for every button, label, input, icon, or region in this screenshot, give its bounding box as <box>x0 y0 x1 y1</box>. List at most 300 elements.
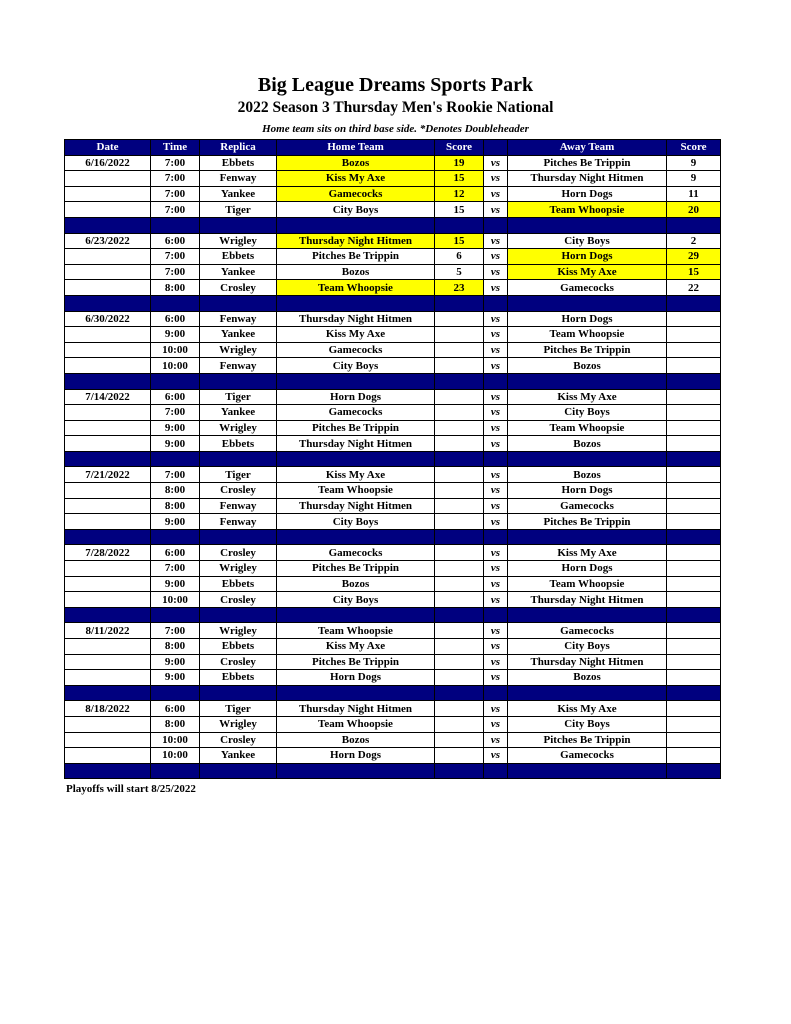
separator-cell <box>667 529 721 545</box>
home-team-cell: Horn Dogs <box>277 389 435 405</box>
date-cell <box>65 732 151 748</box>
separator-cell <box>508 295 667 311</box>
away-score-cell <box>667 545 721 561</box>
time-cell: 7:00 <box>151 561 200 577</box>
away-team-cell: Team Whoopsie <box>508 420 667 436</box>
table-row <box>65 732 721 748</box>
separator-cell <box>435 373 484 389</box>
away-score-cell <box>667 639 721 655</box>
week-separator-row <box>65 685 721 701</box>
separator-cell <box>151 217 200 233</box>
table-row <box>65 280 721 296</box>
vs-label: vs <box>484 405 508 421</box>
week-separator-row <box>65 763 721 779</box>
separator-cell <box>484 451 508 467</box>
replica-cell: Wrigley <box>200 623 277 639</box>
away-team-cell: Pitches Be Trippin <box>508 732 667 748</box>
vs-label: vs <box>484 701 508 717</box>
time-cell: 9:00 <box>151 514 200 530</box>
time-cell: 8:00 <box>151 716 200 732</box>
vs-label: vs <box>484 498 508 514</box>
replica-cell: Wrigley <box>200 716 277 732</box>
separator-cell <box>484 295 508 311</box>
vs-label: vs <box>484 732 508 748</box>
away-team-cell: City Boys <box>508 716 667 732</box>
date-cell <box>65 561 151 577</box>
col-header-date: Date <box>65 140 151 156</box>
separator-cell <box>65 295 151 311</box>
vs-label: vs <box>484 561 508 577</box>
table-row <box>65 155 721 171</box>
home-score-cell: 5 <box>435 264 484 280</box>
vs-label: vs <box>484 623 508 639</box>
separator-cell <box>151 607 200 623</box>
table-row <box>65 436 721 452</box>
separator-cell <box>435 451 484 467</box>
vs-label: vs <box>484 716 508 732</box>
home-score-cell: 23 <box>435 280 484 296</box>
separator-cell <box>435 295 484 311</box>
separator-cell <box>667 373 721 389</box>
date-cell <box>65 405 151 421</box>
date-cell <box>65 280 151 296</box>
separator-cell <box>200 451 277 467</box>
home-score-cell <box>435 342 484 358</box>
replica-cell: Ebbets <box>200 639 277 655</box>
table-row <box>65 311 721 327</box>
home-team-cell: Thursday Night Hitmen <box>277 311 435 327</box>
date-cell: 6/30/2022 <box>65 311 151 327</box>
separator-cell <box>508 373 667 389</box>
away-team-cell: Gamecocks <box>508 280 667 296</box>
col-header-time: Time <box>151 140 200 156</box>
home-team-cell: Thursday Night Hitmen <box>277 233 435 249</box>
table-row <box>65 701 721 717</box>
time-cell: 7:00 <box>151 249 200 265</box>
separator-cell <box>200 529 277 545</box>
table-row <box>65 654 721 670</box>
home-score-cell: 19 <box>435 155 484 171</box>
table-row <box>65 623 721 639</box>
table-row <box>65 171 721 187</box>
replica-cell: Yankee <box>200 405 277 421</box>
time-cell: 9:00 <box>151 654 200 670</box>
date-cell <box>65 514 151 530</box>
table-row <box>65 389 721 405</box>
away-team-cell: City Boys <box>508 233 667 249</box>
vs-label: vs <box>484 233 508 249</box>
away-team-cell: Team Whoopsie <box>508 202 667 218</box>
time-cell: 7:00 <box>151 623 200 639</box>
date-cell <box>65 639 151 655</box>
table-row <box>65 186 721 202</box>
week-separator-row <box>65 607 721 623</box>
table-row <box>65 467 721 483</box>
replica-cell: Tiger <box>200 467 277 483</box>
vs-label: vs <box>484 670 508 686</box>
home-score-cell: 6 <box>435 249 484 265</box>
col-header-home-team: Home Team <box>277 140 435 156</box>
home-score-cell <box>435 436 484 452</box>
home-score-cell: 15 <box>435 233 484 249</box>
home-team-cell: Pitches Be Trippin <box>277 561 435 577</box>
time-cell: 7:00 <box>151 467 200 483</box>
date-cell <box>65 576 151 592</box>
away-score-cell <box>667 576 721 592</box>
home-team-cell: Bozos <box>277 576 435 592</box>
home-score-cell <box>435 327 484 343</box>
separator-cell <box>435 607 484 623</box>
separator-cell <box>435 529 484 545</box>
home-team-cell: City Boys <box>277 514 435 530</box>
away-team-cell: City Boys <box>508 639 667 655</box>
table-row <box>65 716 721 732</box>
table-row <box>65 670 721 686</box>
replica-cell: Tiger <box>200 701 277 717</box>
separator-cell <box>508 685 667 701</box>
col-header-away-score: Score <box>667 140 721 156</box>
away-score-cell <box>667 732 721 748</box>
home-score-cell <box>435 592 484 608</box>
table-row <box>65 498 721 514</box>
separator-cell <box>200 295 277 311</box>
replica-cell: Crosley <box>200 280 277 296</box>
date-cell <box>65 498 151 514</box>
away-team-cell: Pitches Be Trippin <box>508 342 667 358</box>
replica-cell: Fenway <box>200 171 277 187</box>
replica-cell: Wrigley <box>200 561 277 577</box>
home-score-cell <box>435 732 484 748</box>
away-score-cell <box>667 716 721 732</box>
separator-cell <box>508 451 667 467</box>
away-team-cell: Thursday Night Hitmen <box>508 171 667 187</box>
date-cell <box>65 342 151 358</box>
home-team-cell: Pitches Be Trippin <box>277 654 435 670</box>
away-team-cell: Horn Dogs <box>508 311 667 327</box>
away-team-cell: Kiss My Axe <box>508 389 667 405</box>
col-header-vs <box>484 140 508 156</box>
replica-cell: Fenway <box>200 358 277 374</box>
away-team-cell: Kiss My Axe <box>508 264 667 280</box>
home-score-cell <box>435 670 484 686</box>
separator-cell <box>484 685 508 701</box>
home-score-cell <box>435 514 484 530</box>
home-score-cell <box>435 623 484 639</box>
home-team-cell: Bozos <box>277 155 435 171</box>
home-score-cell <box>435 654 484 670</box>
separator-cell <box>667 607 721 623</box>
separator-cell <box>484 607 508 623</box>
separator-cell <box>667 295 721 311</box>
date-cell: 7/28/2022 <box>65 545 151 561</box>
replica-cell: Fenway <box>200 498 277 514</box>
separator-cell <box>484 217 508 233</box>
date-cell <box>65 670 151 686</box>
time-cell: 6:00 <box>151 233 200 249</box>
separator-cell <box>277 451 435 467</box>
home-score-cell <box>435 358 484 374</box>
date-cell <box>65 171 151 187</box>
week-separator-row <box>65 217 721 233</box>
separator-cell <box>151 763 200 779</box>
home-score-cell <box>435 545 484 561</box>
date-cell <box>65 327 151 343</box>
date-cell: 7/21/2022 <box>65 467 151 483</box>
home-score-cell <box>435 716 484 732</box>
col-header-home-score: Score <box>435 140 484 156</box>
col-header-away-team: Away Team <box>508 140 667 156</box>
away-score-cell <box>667 498 721 514</box>
home-score-cell <box>435 701 484 717</box>
away-score-cell <box>667 561 721 577</box>
away-team-cell: Bozos <box>508 670 667 686</box>
home-team-cell: Kiss My Axe <box>277 171 435 187</box>
date-cell: 8/18/2022 <box>65 701 151 717</box>
away-score-cell <box>667 623 721 639</box>
separator-cell <box>277 685 435 701</box>
home-team-cell: Gamecocks <box>277 545 435 561</box>
time-cell: 8:00 <box>151 483 200 499</box>
away-score-cell <box>667 436 721 452</box>
home-team-cell: Team Whoopsie <box>277 623 435 639</box>
table-row <box>65 233 721 249</box>
date-cell <box>65 654 151 670</box>
replica-cell: Wrigley <box>200 420 277 436</box>
time-cell: 6:00 <box>151 701 200 717</box>
away-score-cell <box>667 358 721 374</box>
playoffs-note: Playoffs will start 8/25/2022 <box>66 783 196 795</box>
week-separator-row <box>65 373 721 389</box>
away-score-cell <box>667 405 721 421</box>
separator-cell <box>277 529 435 545</box>
replica-cell: Crosley <box>200 545 277 561</box>
home-team-cell: Horn Dogs <box>277 748 435 764</box>
away-score-cell: 11 <box>667 186 721 202</box>
separator-cell <box>65 373 151 389</box>
time-cell: 9:00 <box>151 436 200 452</box>
away-team-cell: Horn Dogs <box>508 249 667 265</box>
table-row <box>65 264 721 280</box>
away-team-cell: Pitches Be Trippin <box>508 155 667 171</box>
vs-label: vs <box>484 389 508 405</box>
date-cell <box>65 592 151 608</box>
time-cell: 7:00 <box>151 202 200 218</box>
date-cell <box>65 436 151 452</box>
date-cell <box>65 186 151 202</box>
week-separator-row <box>65 529 721 545</box>
away-team-cell: Horn Dogs <box>508 483 667 499</box>
away-score-cell <box>667 654 721 670</box>
time-cell: 9:00 <box>151 420 200 436</box>
vs-label: vs <box>484 280 508 296</box>
time-cell: 6:00 <box>151 311 200 327</box>
table-row <box>65 327 721 343</box>
replica-cell: Wrigley <box>200 233 277 249</box>
home-score-cell <box>435 420 484 436</box>
replica-cell: Crosley <box>200 654 277 670</box>
away-team-cell: Bozos <box>508 358 667 374</box>
home-team-cell: Gamecocks <box>277 342 435 358</box>
separator-cell <box>435 217 484 233</box>
week-separator-row <box>65 295 721 311</box>
away-team-cell: Gamecocks <box>508 748 667 764</box>
schedule-table <box>64 139 721 779</box>
away-score-cell <box>667 389 721 405</box>
away-score-cell <box>667 467 721 483</box>
replica-cell: Tiger <box>200 389 277 405</box>
date-cell: 6/23/2022 <box>65 233 151 249</box>
separator-cell <box>484 763 508 779</box>
away-team-cell: Gamecocks <box>508 498 667 514</box>
vs-label: vs <box>484 576 508 592</box>
time-cell: 10:00 <box>151 342 200 358</box>
separator-cell <box>151 685 200 701</box>
week-separator-row <box>65 451 721 467</box>
home-score-cell <box>435 311 484 327</box>
time-cell: 6:00 <box>151 545 200 561</box>
vs-label: vs <box>484 155 508 171</box>
time-cell: 9:00 <box>151 670 200 686</box>
separator-cell <box>277 217 435 233</box>
home-score-cell <box>435 639 484 655</box>
separator-cell <box>151 373 200 389</box>
replica-cell: Yankee <box>200 186 277 202</box>
replica-cell: Wrigley <box>200 342 277 358</box>
home-score-cell <box>435 576 484 592</box>
home-team-cell: Horn Dogs <box>277 670 435 686</box>
time-cell: 10:00 <box>151 592 200 608</box>
vs-label: vs <box>484 467 508 483</box>
separator-cell <box>277 763 435 779</box>
home-team-cell: Team Whoopsie <box>277 280 435 296</box>
away-score-cell <box>667 748 721 764</box>
time-cell: 8:00 <box>151 280 200 296</box>
away-score-cell: 15 <box>667 264 721 280</box>
time-cell: 7:00 <box>151 264 200 280</box>
away-team-cell: Team Whoopsie <box>508 327 667 343</box>
table-row <box>65 592 721 608</box>
table-row <box>65 358 721 374</box>
separator-cell <box>667 763 721 779</box>
vs-label: vs <box>484 249 508 265</box>
table-row <box>65 576 721 592</box>
away-score-cell <box>667 327 721 343</box>
away-score-cell <box>667 592 721 608</box>
separator-cell <box>151 451 200 467</box>
away-score-cell: 9 <box>667 155 721 171</box>
table-row <box>65 405 721 421</box>
date-cell <box>65 249 151 265</box>
separator-cell <box>484 529 508 545</box>
date-cell <box>65 264 151 280</box>
away-team-cell: Kiss My Axe <box>508 545 667 561</box>
separator-cell <box>277 607 435 623</box>
home-team-cell: Thursday Night Hitmen <box>277 498 435 514</box>
schedule-body <box>65 155 721 779</box>
home-score-cell <box>435 498 484 514</box>
vs-label: vs <box>484 202 508 218</box>
away-team-cell: Thursday Night Hitmen <box>508 592 667 608</box>
separator-cell <box>508 529 667 545</box>
vs-label: vs <box>484 483 508 499</box>
separator-cell <box>667 451 721 467</box>
separator-cell <box>277 373 435 389</box>
table-row <box>65 748 721 764</box>
home-score-cell <box>435 483 484 499</box>
vs-label: vs <box>484 342 508 358</box>
time-cell: 9:00 <box>151 327 200 343</box>
separator-cell <box>151 295 200 311</box>
date-cell <box>65 483 151 499</box>
away-score-cell <box>667 514 721 530</box>
table-row <box>65 420 721 436</box>
time-cell: 10:00 <box>151 358 200 374</box>
replica-cell: Ebbets <box>200 670 277 686</box>
home-score-cell <box>435 389 484 405</box>
home-score-cell <box>435 748 484 764</box>
home-score-cell <box>435 467 484 483</box>
home-score-cell <box>435 561 484 577</box>
separator-cell <box>200 373 277 389</box>
away-score-cell <box>667 670 721 686</box>
date-cell <box>65 716 151 732</box>
separator-cell <box>65 763 151 779</box>
away-team-cell: Bozos <box>508 436 667 452</box>
away-team-cell: Kiss My Axe <box>508 701 667 717</box>
away-score-cell <box>667 483 721 499</box>
home-team-cell: Kiss My Axe <box>277 327 435 343</box>
separator-cell <box>200 217 277 233</box>
separator-cell <box>667 685 721 701</box>
table-row <box>65 639 721 655</box>
time-cell: 6:00 <box>151 389 200 405</box>
home-score-cell: 12 <box>435 186 484 202</box>
vs-label: vs <box>484 186 508 202</box>
replica-cell: Fenway <box>200 311 277 327</box>
home-team-cell: Gamecocks <box>277 186 435 202</box>
time-cell: 8:00 <box>151 498 200 514</box>
separator-cell <box>65 685 151 701</box>
separator-cell <box>508 607 667 623</box>
vs-label: vs <box>484 748 508 764</box>
replica-cell: Ebbets <box>200 576 277 592</box>
time-cell: 8:00 <box>151 639 200 655</box>
separator-cell <box>200 685 277 701</box>
home-team-cell: City Boys <box>277 592 435 608</box>
time-cell: 7:00 <box>151 155 200 171</box>
vs-label: vs <box>484 327 508 343</box>
vs-label: vs <box>484 514 508 530</box>
away-score-cell: 22 <box>667 280 721 296</box>
home-team-cell: Pitches Be Trippin <box>277 249 435 265</box>
replica-cell: Crosley <box>200 483 277 499</box>
away-score-cell: 20 <box>667 202 721 218</box>
replica-cell: Yankee <box>200 327 277 343</box>
time-cell: 10:00 <box>151 732 200 748</box>
time-cell: 7:00 <box>151 171 200 187</box>
away-team-cell: Pitches Be Trippin <box>508 514 667 530</box>
vs-label: vs <box>484 171 508 187</box>
away-score-cell <box>667 342 721 358</box>
vs-label: vs <box>484 358 508 374</box>
separator-cell <box>435 685 484 701</box>
table-row <box>65 561 721 577</box>
vs-label: vs <box>484 592 508 608</box>
separator-cell <box>508 217 667 233</box>
date-cell <box>65 420 151 436</box>
home-team-cell: Kiss My Axe <box>277 639 435 655</box>
separator-cell <box>435 763 484 779</box>
